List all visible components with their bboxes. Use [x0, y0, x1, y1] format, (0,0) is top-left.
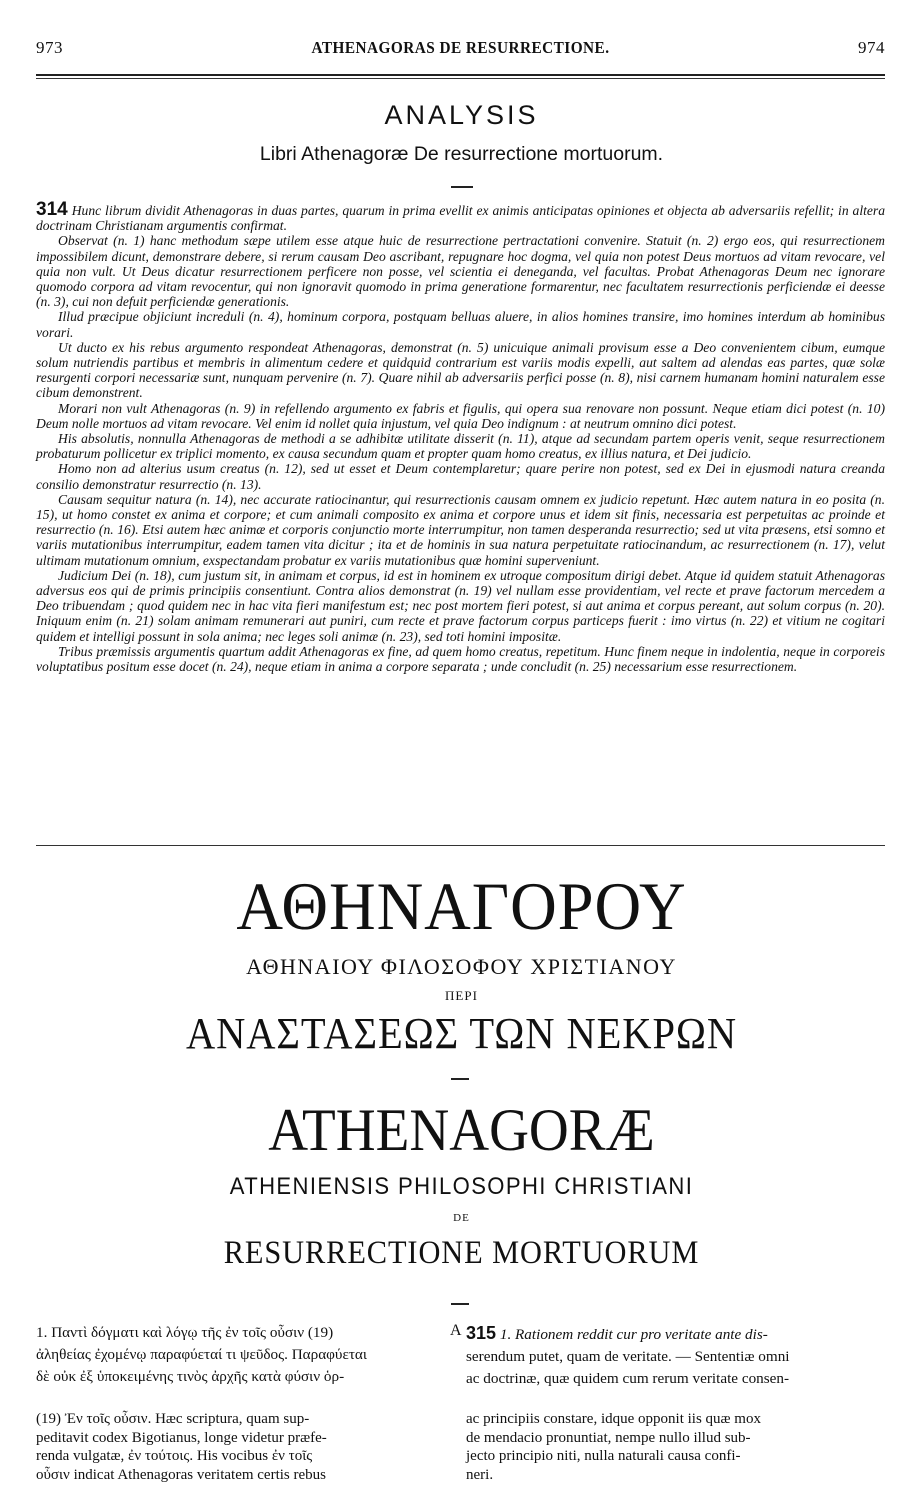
- analysis-paragraph: Ut ducto ex his rebus argumento respondeat Athenagoras, demonstrat (n. 5) unicuique animali provisum esse a Deo convenientem cibum, eumque solum nutriendis partibus et membris in alimentum cedere et quidquid contrarium est variis modis expelli, aut saltem ad alendas eas partes, quæ solæ resurgenti corpori necessariæ sunt, nunquam pervenire (n. 7). Quare nihil ab adversariis perfici posse (n. 8), nisi carnem humanam homini naturalem esse cibum demonstrent.: [36, 339, 885, 401]
- section-dash: [451, 186, 473, 188]
- analysis-subtitle: Libri Athenagoræ De resurrectione mortuorum.: [259, 143, 664, 165]
- column-marker: A: [450, 1322, 462, 1339]
- latin-author-subtitle: ATHENIENSIS PHILOSOPHI CHRISTIANI: [229, 1173, 694, 1200]
- latin-text-column: [466, 1322, 886, 1390]
- header-rule: [36, 74, 885, 76]
- greek-line: 1. Παντὶ δόγματι καὶ λόγῳ τῆς ἐν τοῖς οὖσιν (19): [36, 1324, 334, 1341]
- analysis-paragraph: Causam sequitur natura (n. 14), nec accurate ratiocinantur, qui resurrectionis causam omnem ex judicio repetunt. Hæc autem natura in eo posita (n. 15), ut homo constet ex anima et corpore; et cum animali composito ex anima et corpore unus et idem sit finis, necessaria est perpetuitas ac proinde et resurrectio (n. 16). Etsi autem hæc animæ et corporis conjunctio morte interrumpitur, non tamen desperanda resurrectio; sed ut vita præsens, etsi somno et variis mutationibus interrumpitur, eadem tamen vita dicitur ; ita et de hominis in sua natura perpetuitate ratiocinandum, ac resurrectionem (n. 17), velut ultimam mutationum omnium, exspectandam probatur ex variis mutationibus quæ homini superveniunt.: [36, 491, 885, 568]
- analysis-paragraph: Observat (n. 1) hanc methodum sæpe utilem esse atque huic de resurrectione pertractationi convenire. Statuit (n. 2) ergo eos, qui resurrectionem impossibilem dicunt, demonstrare debere, si rerum causam Deo ascribant, repugnare hoc dogma, vel quia non potest Deus mortuos ad vitam revocare, vel quia non vult. Ut Deus dicatur resurrectionem perficere non posse, vel scientia ei deneganda, vel facultas. Probat Athenagoras Deum nec ignorare quomodo corpora ad vitam revocentur, qui non ignoravit quomodo in prima generatione formarentur, nec facultatem resurrectionis perficiendæ ei deesse (n. 3), cui non defuit perficiendæ generationis.: [36, 233, 885, 310]
- analysis-title: ANALYSIS: [384, 100, 539, 130]
- footnote-line: de mendacio pronuntiat, nempe nullo illud sub-: [466, 1429, 751, 1446]
- greek-author-subtitle: ΑΘΗΝΑΙΟΥ ΦΙΛΟΣΟΦΟΥ ΧΡΙΣΤΙΑΝΟΥ: [246, 954, 677, 979]
- analysis-paragraph: His absolutis, nonnulla Athenagoras de methodi a se adhibitæ utilitate disserit (n. 11), atque ad secundam partem operis venit, seque resurrectionem probaturum pollicetur ex triplici momento, ex causa secundum quam et propter quam homo creatus, ex illius natura, et Dei judicio.: [36, 431, 885, 462]
- margin-number: 315: [466, 1323, 497, 1343]
- analysis-paragraph: Illud præcipue objiciunt increduli (n. 4), hominum corpora, postquam belluas aluere, in alios homines transire, imo homines interdum ab hominibus vorari.: [36, 309, 885, 340]
- section-rule: [36, 845, 885, 846]
- footnote-line: renda vulgatæ, ἐν τούτοις. His vocibus ἐν τοῖς: [36, 1448, 313, 1464]
- margin-number: 314: [36, 199, 68, 220]
- greek-text-column: [36, 1322, 448, 1388]
- header-rule-thin: [36, 78, 885, 79]
- running-header: [36, 38, 885, 60]
- greek-work-title: ΑΝΑΣΤΑΣΕΩΣ ΤΩΝ ΝΕΚΡΩΝ: [185, 1009, 738, 1058]
- latin-work-title: RESURRECTIONE MORTUORUM: [223, 1235, 700, 1271]
- title-dash: [451, 1078, 469, 1080]
- greek-peri: ΠΕΡΙ: [445, 988, 478, 1003]
- footnote-line: (19) Ἐν τοῖς οὖσιν. Hæc scriptura, quam sup-: [36, 1411, 310, 1427]
- latin-line: serendum putet, quam de veritate. — Sententiæ omni: [466, 1348, 790, 1365]
- latin-line: ac doctrinæ, quæ quidem cum rerum veritate consen-: [466, 1370, 790, 1387]
- page-number-left: 973: [36, 38, 63, 57]
- analysis-paragraph: Morari non vult Athenagoras (n. 9) in refellendo argumento ex fabris et figulis, qui opera sua renovare non possunt. Neque etiam dici potest (n. 10) Deum nolle mortuos ad vitam revocare. Vel enim id nollet quia injustum, vel quia Deo indignum : at neutrum omnino dici potest.: [36, 400, 885, 431]
- footnote-line: ac principiis constare, idque opponit iis quæ mox: [466, 1411, 761, 1427]
- running-title: ATHENAGORAS DE RESURRECTIONE.: [311, 38, 610, 57]
- footnote-line: peditavit codex Bigotianus, longe videtur præfe-: [36, 1429, 327, 1446]
- footnote-line: οὖσιν indicat Athenagoras veritatem certis rebus: [36, 1466, 326, 1483]
- analysis-paragraph: Homo non ad alterius usum creatus (n. 12), sed ut esset et Deum contemplaretur; quare perire non potest, sed ex Dei in ejusmodi natura creanda consilio demonstratur resurrectio (n. 13).: [36, 461, 885, 492]
- footnote-line: neri.: [466, 1466, 494, 1483]
- greek-author-title: ΑΘΗΝΑΓΟΡΟΥ: [236, 868, 687, 944]
- footnote-right: [466, 1410, 886, 1484]
- analysis-paragraph: Tribus præmissis argumentis quartum addit Athenagoras ex fine, ad quem homo creatus, repetitum. Hunc finem neque in indolentia, neque in corporeis voluptatibus positum esse docet (n. 24), neque etiam in anima a corpore separata ; unde concludit (n. 25) necessarium esse resurrectionem.: [36, 643, 885, 675]
- title-dash-2: [451, 1303, 469, 1305]
- latin-author-title: ATHENAGORÆ: [268, 1097, 655, 1163]
- latin-de: DE: [453, 1212, 470, 1224]
- footnote-left: [36, 1410, 448, 1484]
- footnote-line: jecto principio niti, nulla naturali causa confi-: [466, 1448, 741, 1464]
- analysis-paragraph: Judicium Dei (n. 18), cum justum sit, in animam et corpus, id est in hominem ex utroque compositum dirigi debet. Atque id quidem statuit Athenagoras adversus eos qui de primis principiis consentiunt. Contra alios demonstrat (n. 19) vel nullam esse providentiam, vel recte et prave factorum mercedem a Deo tribuendam ; quod quidem nec in hac vita fieri manifestum est; nec post mortem fieri potest, si aut anima et corpus pereant, aut solum corpus (n. 20). Iniquum enim (n. 21) solam animam remunerari aut puniri, cum recte et prave factorum corpus particeps fuerit : imo virtus (n. 22) et vitium ne cogitari quidem et intelligi possunt in sola anima; nec leges soli animæ (n. 23), sed toti homini impositæ.: [36, 567, 885, 644]
- latin-line-1: 315 1. Rationem reddit cur pro veritate ante dis-: [466, 1323, 768, 1343]
- greek-line: δὲ οὐκ ἐξ ὑποκειμένης τινὸς ἀρχῆς κατὰ φύσιν ὁρ-: [36, 1368, 345, 1385]
- analysis-body: [36, 199, 885, 675]
- greek-line: ἀληθείας ἐχομένῳ παραφύεταί τι ψεῦδος. Παραφύεται: [36, 1346, 367, 1363]
- analysis-paragraph: 314 Hunc librum dividit Athenagoras in duas partes, quarum in prima evellit ex animis anticipatas opiniones et objecta ab adversariis refellit; in altera doctrinam Christianam argumentis confirmat.: [36, 199, 885, 234]
- page-number-right: 974: [858, 38, 885, 57]
